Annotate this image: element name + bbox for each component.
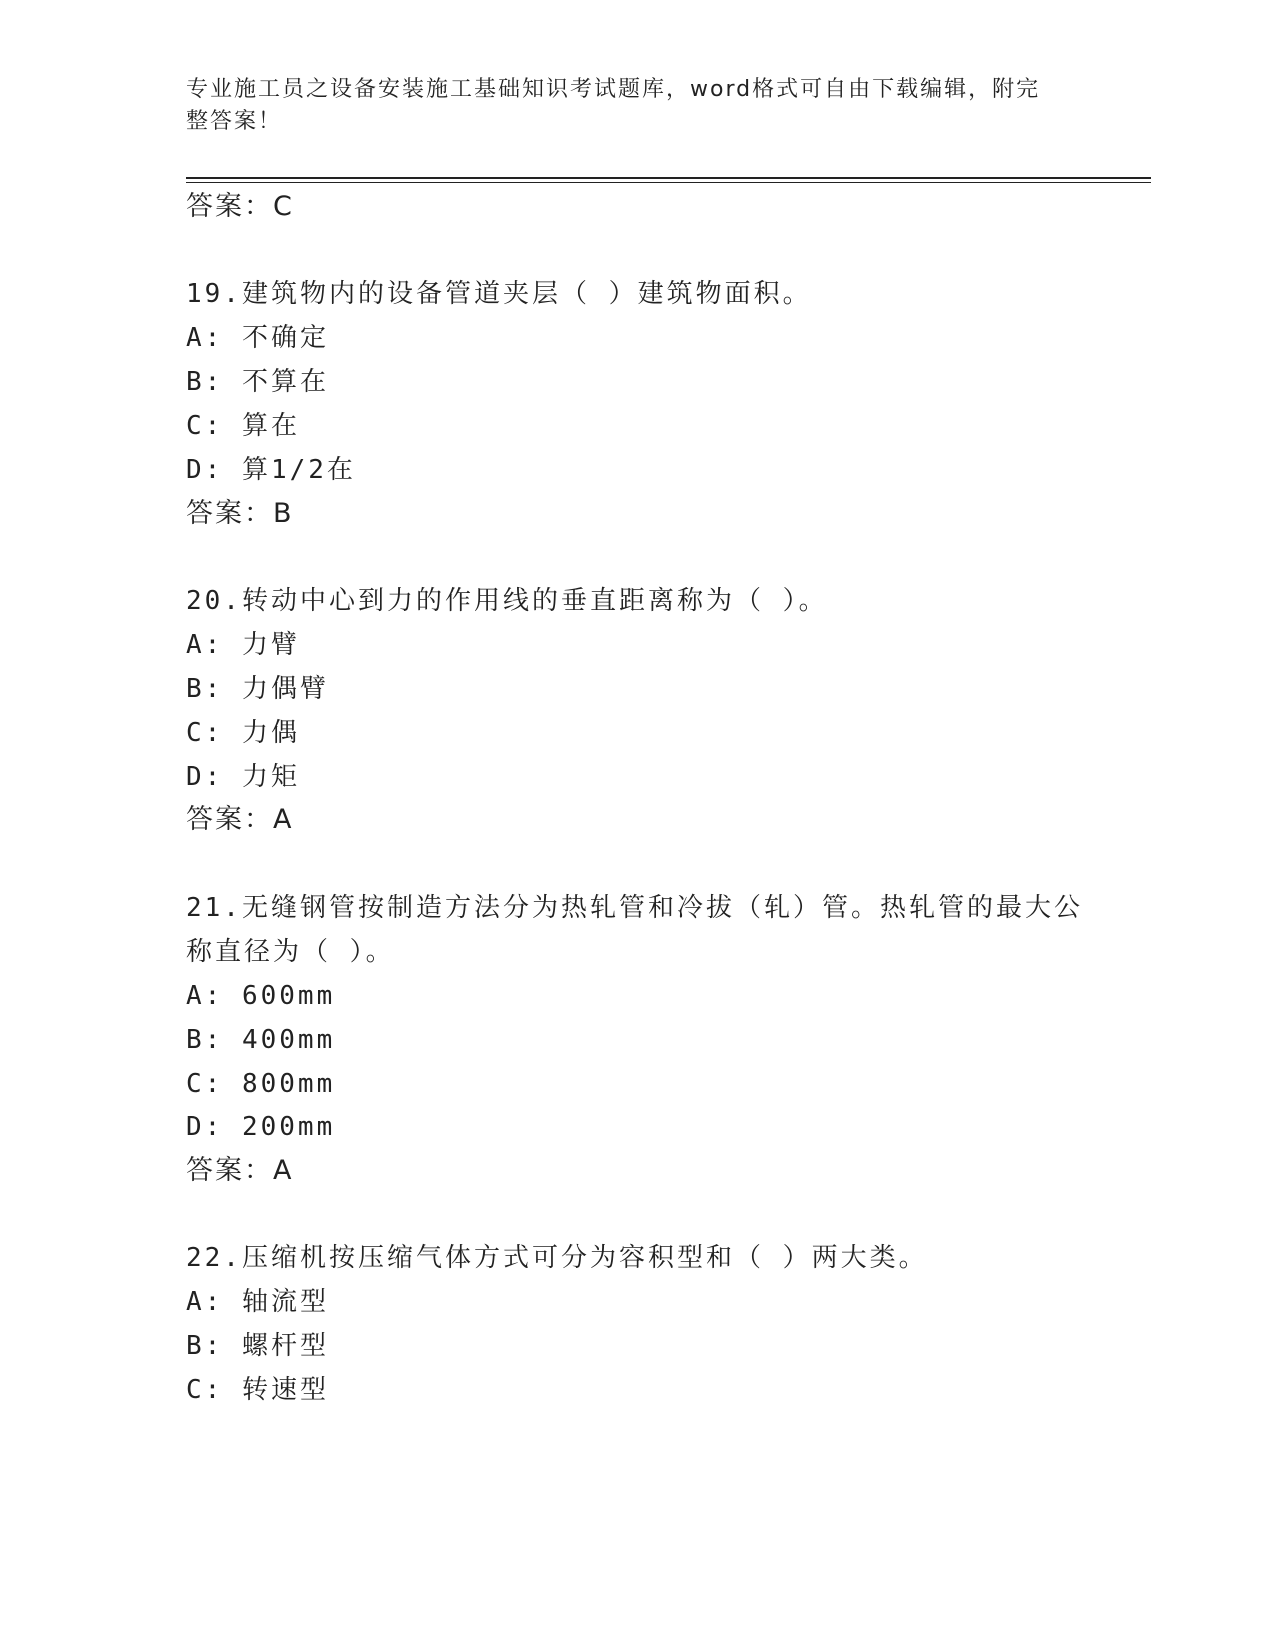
question-21-answer: 答案：A: [186, 1155, 294, 1186]
question-21-option-b: B: 400mm: [186, 1025, 336, 1055]
question-20-stem: 20.转动中心到力的作用线的垂直距离称为（ ）。: [186, 586, 828, 616]
question-22-stem: 22.压缩机按压缩气体方式可分为容积型和（ ）两大类。: [186, 1243, 928, 1273]
question-20-option-d: D: 力矩: [186, 762, 300, 792]
question-21-option-d: D: 200mm: [186, 1112, 336, 1142]
question-20-option-a: A: 力臂: [186, 630, 300, 660]
header-rule-thick: [186, 177, 1151, 179]
question-19-option-a: A: 不确定: [186, 323, 329, 353]
header-title-line2: 整答案！: [186, 109, 283, 134]
question-19-option-b: B: 不算在: [186, 367, 329, 397]
question-22-option-b: B: 螺杆型: [186, 1331, 329, 1361]
question-21-stem-line1: 21.无缝钢管按制造方法分为热轧管和冷拔（轧）管。热轧管的最大公: [186, 893, 1083, 923]
question-19-option-d: D: 算1/2在: [186, 455, 356, 485]
question-20-option-b: B: 力偶臂: [186, 674, 329, 704]
question-22-option-a: A: 轴流型: [186, 1287, 329, 1317]
answer-prev: 答案：C: [186, 191, 294, 222]
question-20-answer: 答案：A: [186, 804, 294, 835]
question-22-option-c: C: 转速型: [186, 1375, 329, 1405]
question-21-option-c: C: 800mm: [186, 1069, 336, 1099]
question-19-stem: 19.建筑物内的设备管道夹层（ ）建筑物面积。: [186, 279, 812, 309]
question-21-option-a: A: 600mm: [186, 981, 336, 1011]
question-19-option-c: C: 算在: [186, 411, 300, 441]
question-20-option-c: C: 力偶: [186, 718, 300, 748]
document-header: [186, 74, 1066, 138]
header-rule-thin: [186, 182, 1151, 183]
question-21-stem-line2: 称直径为（ ）。: [186, 937, 395, 967]
question-19-answer: 答案：B: [186, 498, 294, 529]
header-title-line1: 专业施工员之设备安装施工基础知识考试题库，word格式可自由下载编辑，附完: [186, 77, 1041, 102]
